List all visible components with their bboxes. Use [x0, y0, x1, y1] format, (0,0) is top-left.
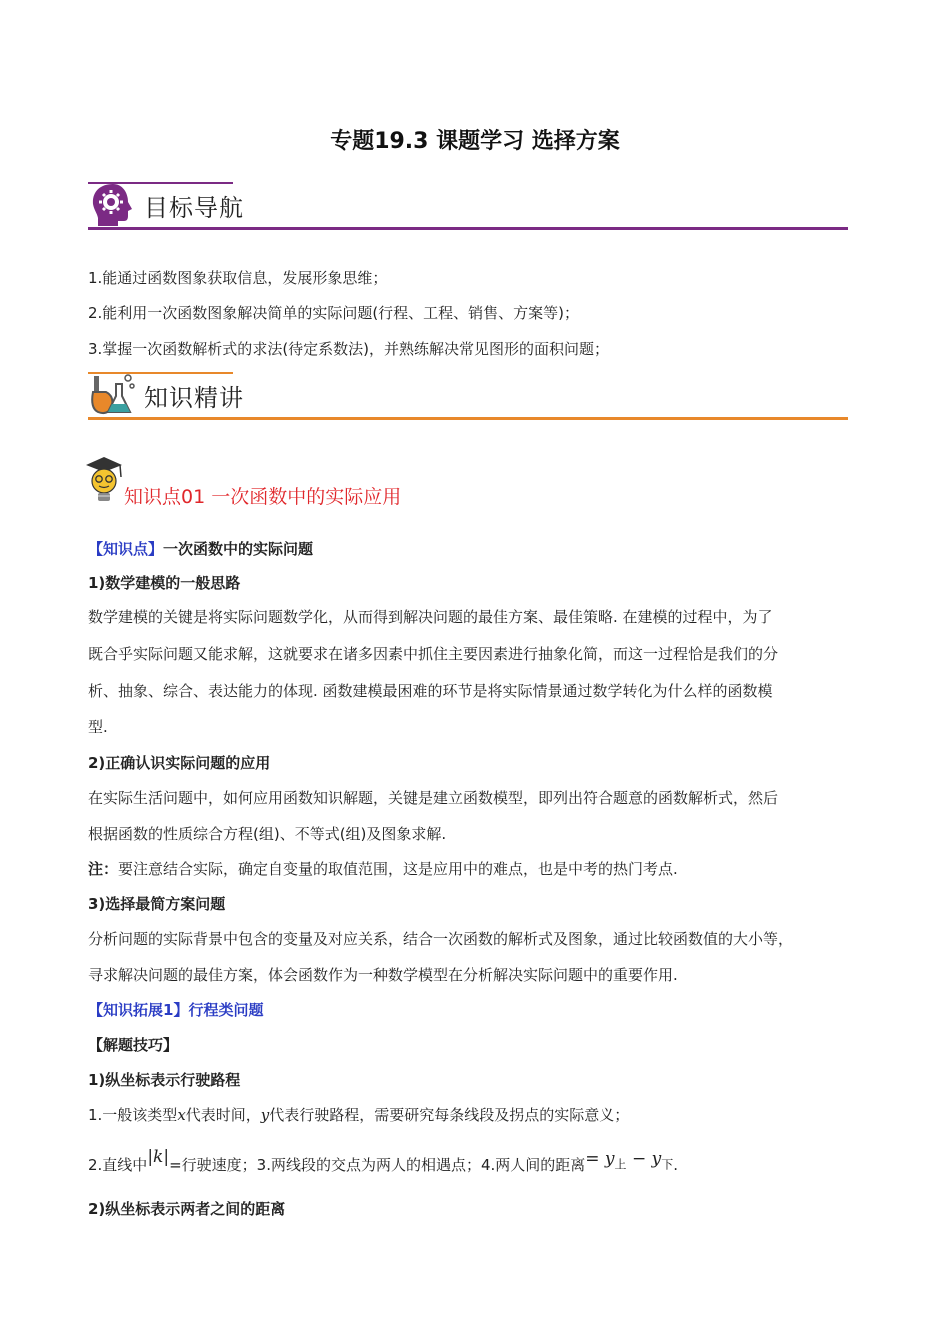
subheading: 1)数学建模的一般思路	[88, 574, 241, 592]
math-distance-formula	[585, 1149, 674, 1172]
paragraph-line: 根据函数的性质综合方程(组)、不等式(组)及图象求解.	[88, 825, 447, 843]
page-title: 专题19.3 课题学习 选择方案	[330, 129, 620, 154]
paragraph-line: 既合乎实际问题又能求解，这就要求在诸多因素中抓住主要因素进行抽象化简，而这一过程恰是我们的分	[88, 645, 779, 663]
math-variable-x: x	[177, 1106, 186, 1124]
note-label: 注：	[88, 860, 119, 878]
goal-item: 1.能通过函数图象获取信息，发展形象思维；	[88, 269, 388, 287]
extension-tag: 【知识拓展1】	[88, 1001, 189, 1019]
note-line	[88, 858, 868, 879]
goal-item: 2.能利用一次函数图象解决简单的实际问题(行程、工程、销售、方案等)；	[88, 304, 580, 322]
knowledge-tag-text: 一次函数中的实际问题	[163, 540, 314, 558]
paragraph-line: 分析问题的实际背景中包含的变量及对应关系，结合一次函数的解析式及图象，通过比较函数值的大小等，	[88, 930, 794, 948]
extension-tag-text: 行程类问题	[188, 1001, 264, 1019]
tips-tag: 【解题技巧】	[88, 1036, 179, 1054]
banner-underline	[88, 417, 848, 420]
math-variable-y: y	[260, 1106, 270, 1124]
paragraph-line: 在实际生活问题中，如何应用函数知识解题，关键是建立函数模型，即列出符合题意的函数解析式，然后	[88, 789, 779, 807]
tip-text: 代表行驶路程，需要研究每条线段及拐点的实际意义；	[269, 1106, 630, 1124]
paragraph-line: 型.	[88, 718, 108, 736]
math-abs-k: |k|	[147, 1147, 170, 1167]
paragraph-line: 数学建模的关键是将实际问题数学化，从而得到解决问题的最佳方案、最佳策略. 在建模的过程中，为了	[88, 608, 773, 626]
math-eq-y: = y	[585, 1149, 615, 1169]
scholar-bulb-icon	[84, 455, 126, 505]
tip-text: =行驶速度；3.两线段的交点为两人的相遇点；4.两人间的距离	[169, 1156, 586, 1174]
tip-text: 1.一般该类型	[88, 1106, 178, 1124]
math-minus-y: − y	[626, 1149, 662, 1169]
math-sub-up: 上	[614, 1157, 627, 1172]
paragraph-line: 寻求解决问题的最佳方案，体会函数作为一种数学模型在分析解决实际问题中的重要作用.	[88, 966, 678, 984]
goal-section-heading: 目标导航	[144, 194, 244, 222]
subheading: 2)正确认识实际问题的应用	[88, 754, 271, 772]
tip-text: 2.直线中	[88, 1156, 148, 1174]
knowledge-tag-line	[88, 538, 868, 559]
tip-line	[88, 1104, 868, 1125]
goal-item: 3.掌握一次函数解析式的求法(待定系数法)，并熟练解决常见图形的面积问题；	[88, 340, 610, 358]
math-sub-down: 下	[661, 1157, 674, 1172]
note-text: 要注意结合实际，确定自变量的取值范围，这是应用中的难点，也是中考的热门考点.	[118, 860, 678, 878]
knowledge-section-heading: 知识精讲	[144, 384, 244, 412]
extension-tag-line	[88, 999, 868, 1020]
paragraph-line: 析、抽象、综合、表达能力的体现. 函数建模最困难的环节是将实际情景通过数学转化为什么样的函数模	[88, 682, 773, 700]
subheading: 3)选择最简方案问题	[88, 895, 226, 913]
brain-gear-icon	[88, 180, 138, 228]
goal-section-banner	[88, 180, 848, 230]
lab-flask-icon	[88, 370, 138, 418]
tip-text: .	[673, 1156, 679, 1174]
tip-text: 代表时间，	[185, 1106, 261, 1124]
subheading: 2)纵坐标表示两者之间的距离	[88, 1200, 286, 1218]
subheading: 1)纵坐标表示行驶路程	[88, 1071, 241, 1089]
knowledge-tag: 【知识点】	[88, 540, 164, 558]
tip-line	[88, 1147, 868, 1178]
banner-underline	[88, 227, 848, 230]
knowledge-section-banner	[88, 370, 848, 420]
knowledge-point-title: 知识点01 一次函数中的实际应用	[124, 486, 402, 508]
